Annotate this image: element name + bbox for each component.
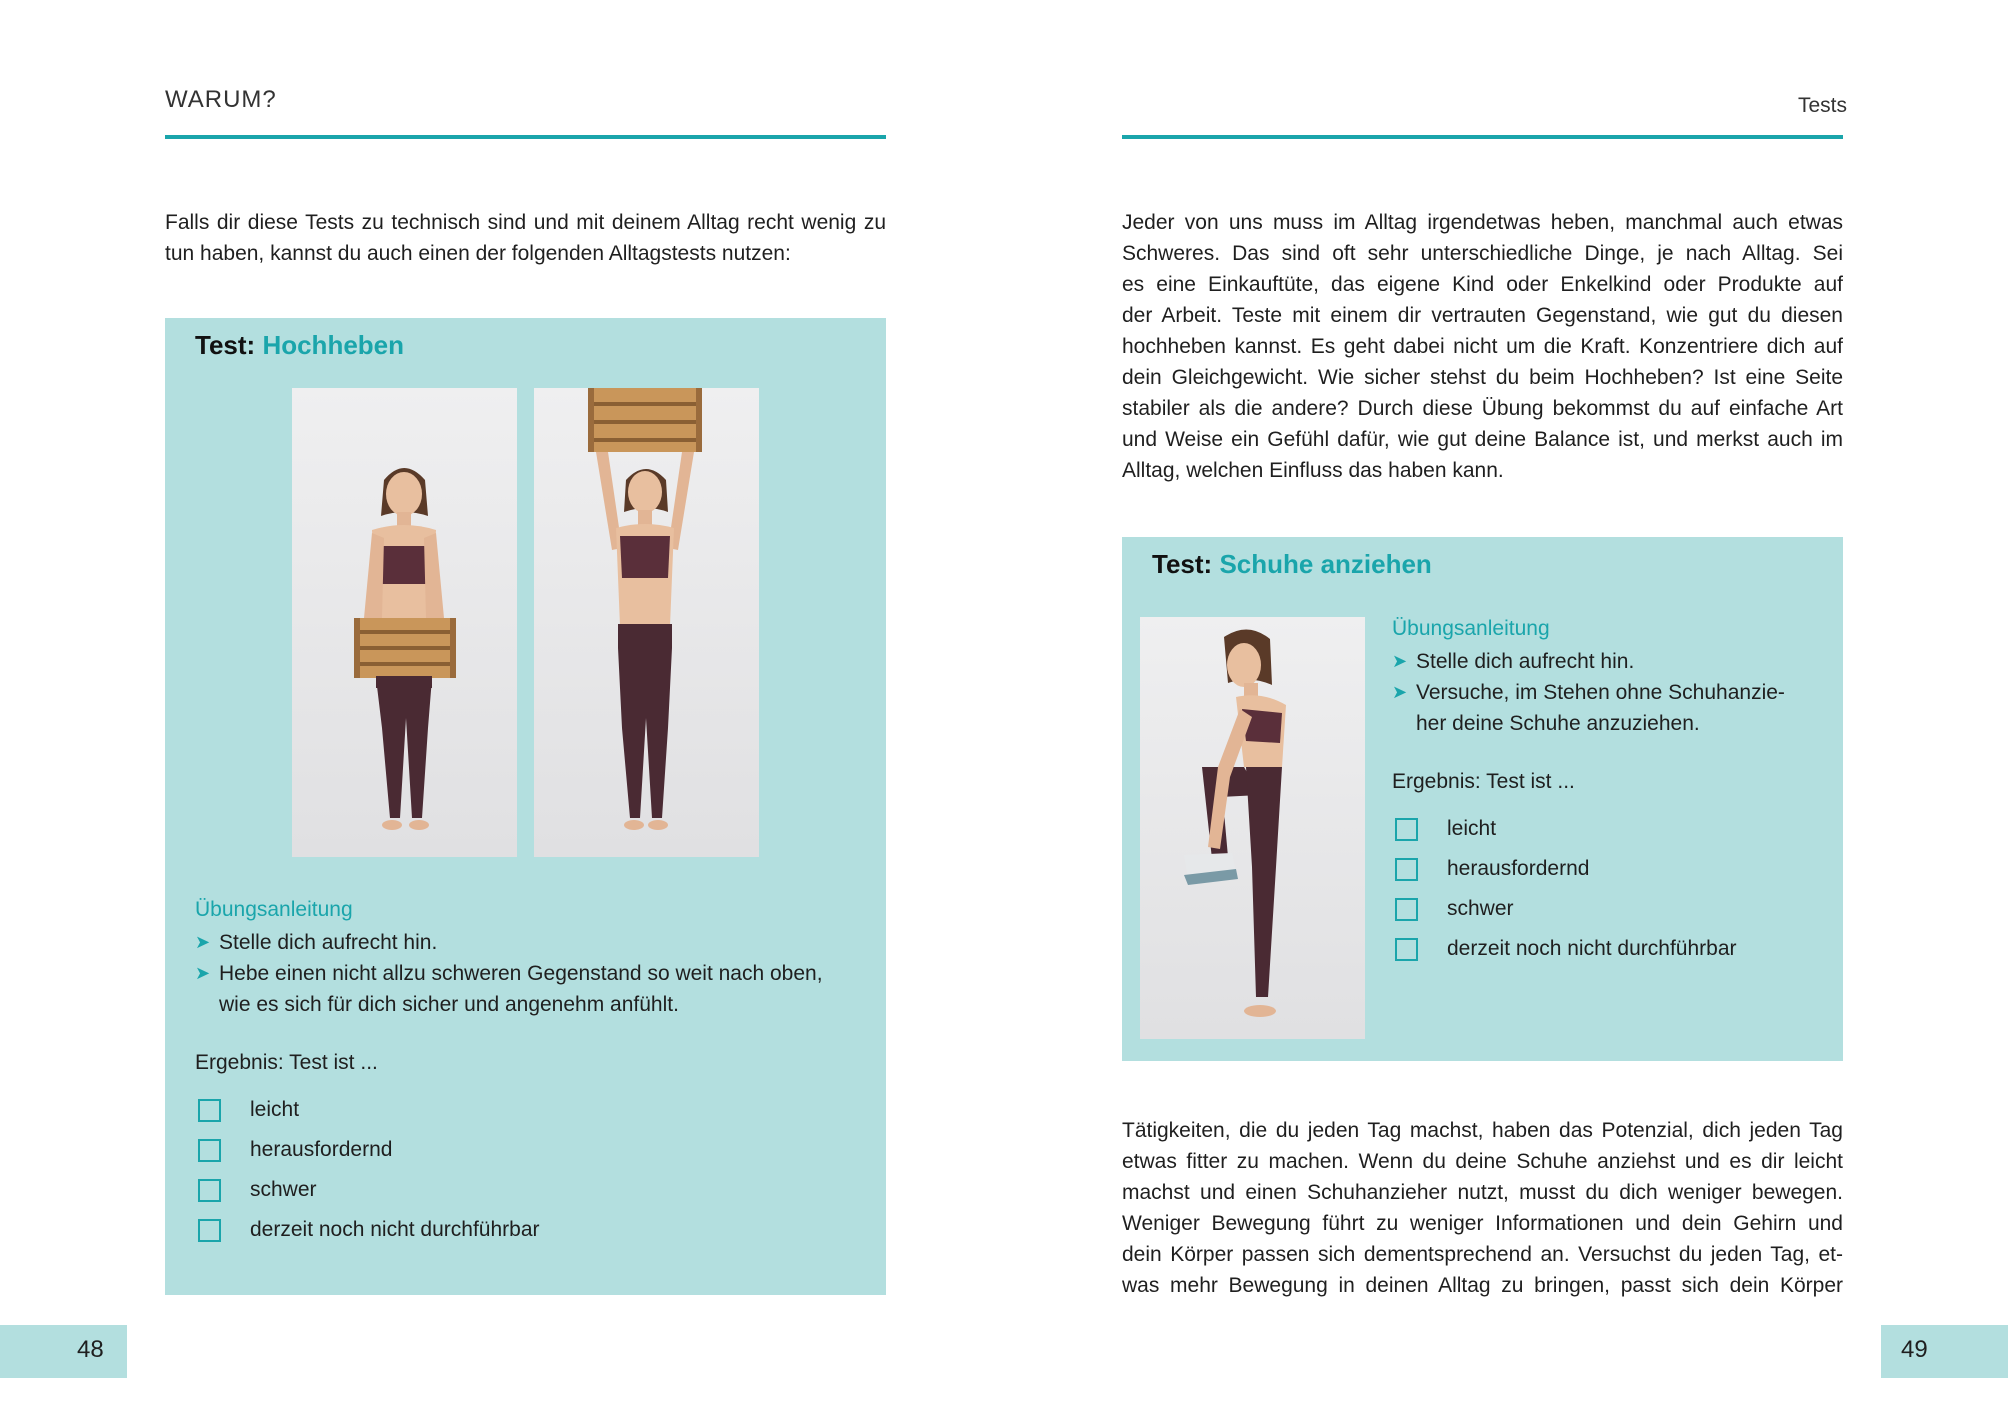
- option-label: leicht: [250, 1098, 300, 1121]
- option-leicht[interactable]: [198, 1098, 698, 1130]
- checkbox[interactable]: [1395, 898, 1418, 921]
- intro-line: Falls dir diese Tests zu technisch sind und mit deinem Alltag recht wenig zu: [165, 211, 886, 234]
- test-title: [1152, 549, 1432, 580]
- arrow-bullet-icon: ➤: [1392, 651, 1408, 671]
- arrow-bullet-icon: ➤: [195, 932, 211, 952]
- test-box-hochheben: [165, 318, 886, 1295]
- test-title-name: Hochheben: [262, 330, 405, 360]
- checkbox[interactable]: [1395, 938, 1418, 961]
- checkbox[interactable]: [198, 1139, 221, 1162]
- photo-shoe-on: [1140, 617, 1365, 1039]
- page-number-left: 48: [0, 1325, 127, 1378]
- header-rule-left: [165, 135, 886, 139]
- instruction-step-continued: wie es sich für dich sicher und angenehm anfühlt.: [219, 993, 679, 1016]
- test-title: [195, 330, 404, 361]
- option-nicht-durchfuehrbar[interactable]: [1395, 937, 1815, 969]
- header-rule-right: [1122, 135, 1843, 139]
- checkbox[interactable]: [198, 1179, 221, 1202]
- checkbox[interactable]: [1395, 818, 1418, 841]
- test-title-name: Schuhe anziehen: [1219, 549, 1432, 579]
- option-nicht-durchfuehrbar[interactable]: [198, 1218, 698, 1250]
- test-title-prefix: Test:: [1152, 549, 1213, 579]
- option-label: leicht: [1447, 817, 1497, 840]
- photo-lift-overhead: [534, 388, 759, 857]
- checkbox[interactable]: [198, 1099, 221, 1122]
- test-box-schuhe-anziehen: [1122, 537, 1843, 1061]
- woman-putting-on-shoe-image: [1140, 617, 1365, 1039]
- instructions-heading: Übungsanleitung: [195, 898, 353, 921]
- result-label: Ergebnis: Test ist ...: [1392, 770, 1575, 793]
- photo-lift-start: [292, 388, 517, 857]
- intro-text: [165, 207, 886, 269]
- checkbox[interactable]: [1395, 858, 1418, 881]
- instructions-list: [195, 927, 855, 1020]
- running-head-left: WARUM?: [165, 86, 277, 113]
- test-title-prefix: Test:: [195, 330, 256, 360]
- arrow-bullet-icon: ➤: [195, 963, 211, 983]
- instruction-step: ➤ Versuche, im Stehen ohne Schuhanzie-: [1392, 677, 1822, 708]
- instructions-heading: Übungsanleitung: [1392, 617, 1550, 640]
- running-head-right: Tests: [1798, 94, 1848, 117]
- option-schwer[interactable]: [1395, 897, 1815, 929]
- instruction-step: ➤ Stelle dich aufrecht hin.: [1392, 646, 1822, 677]
- page-number-right: 49: [1881, 1325, 2008, 1378]
- option-label: derzeit noch nicht durchführbar: [250, 1218, 540, 1241]
- option-label: schwer: [1447, 897, 1514, 920]
- option-schwer[interactable]: [198, 1178, 698, 1210]
- option-herausfordernd[interactable]: [198, 1138, 698, 1170]
- option-herausfordernd[interactable]: [1395, 857, 1815, 889]
- option-label: derzeit noch nicht durchführbar: [1447, 937, 1737, 960]
- option-label: herausfordernd: [250, 1138, 393, 1161]
- option-label: herausfordernd: [1447, 857, 1590, 880]
- paragraph-2: Tätigkeiten, die du jeden Tag machst, haben das Potenzial, dich jeden Tag etwas fitter zu machen. Wenn du deine Schuhe anziehst und es dir leicht machst und einen Schuhanzieher nutzt, musst du dich weniger bewegen. Weniger Bewegung führt zu weniger Informationen und dein Gehirn und dein Körper passen sich dementsprechend an. Versuchst du jeden Tag, et- was mehr Bewegung in deinen Alltag zu bringen, passt sich dein Körper: [1122, 1119, 1843, 1297]
- option-leicht[interactable]: [1395, 817, 1815, 849]
- instruction-step: ➤ Stelle dich aufrecht hin.: [195, 927, 855, 958]
- checkbox[interactable]: [198, 1219, 221, 1242]
- paragraph-1: Jeder von uns muss im Alltag irgendetwas heben, manchmal auch etwas Schweres. Das sind oft sehr unterschiedliche Dinge, je nach Alltag. Sei es eine Einkauftüte, das eigene Kind oder Enkelkind oder Produkte auf der Arbeit. Teste mit einem dir vertrauten Gegenstand, wie gut du diesen hochheben kannst. Es geht dabei nicht um die Kraft. Konzentriere dich auf dein Gleichgewicht. Wie sicher stehst du beim Hochheben? Ist eine Seite stabiler als die andere? Durch diese Übung bekommst du auf einfache Art und Weise ein Gefühl dafür, wie gut deine Balance ist, und merkst auch im Alltag, welchen Einfluss das haben kann.: [1122, 211, 1843, 482]
- intro-line: tun haben, kannst du auch einen der folgenden Alltagstests nutzen:: [165, 242, 791, 265]
- instructions-list: [1392, 646, 1822, 739]
- arrow-bullet-icon: ➤: [1392, 682, 1408, 702]
- result-label: Ergebnis: Test ist ...: [195, 1051, 378, 1074]
- instruction-step: ➤ Hebe einen nicht allzu schweren Gegenstand so weit nach oben,: [195, 958, 855, 989]
- woman-holding-crate-image: [292, 388, 517, 857]
- option-label: schwer: [250, 1178, 317, 1201]
- woman-lifting-crate-overhead-image: [534, 388, 759, 857]
- instruction-step-continued: her deine Schuhe anzuziehen.: [1416, 712, 1700, 735]
